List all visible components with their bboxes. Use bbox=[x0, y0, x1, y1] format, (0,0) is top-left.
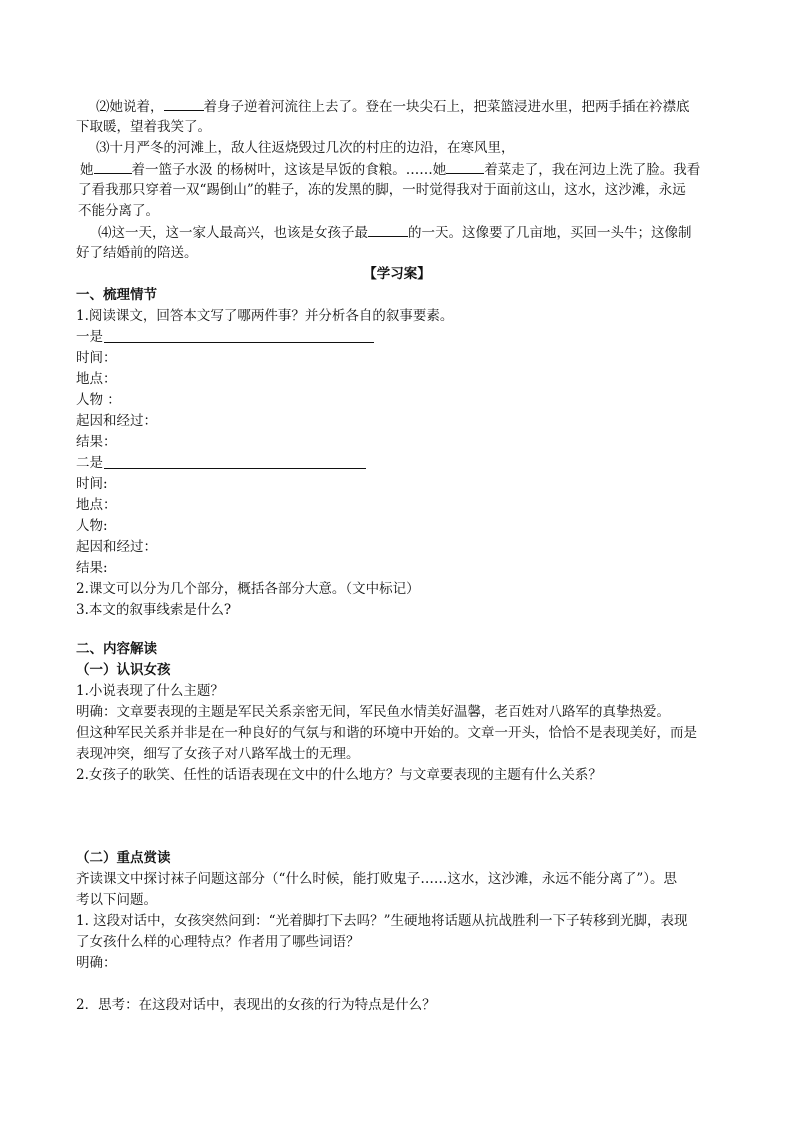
event1-time: 时间： bbox=[76, 350, 117, 366]
event2-label: 二是 bbox=[76, 455, 103, 471]
text: ⑷这一天，这一家人最高兴，也该是女孩子最 bbox=[98, 225, 368, 241]
dialogue-question-line2: 了女孩什么样的心理特点？作者用了哪些词语？ bbox=[76, 934, 360, 950]
exercise-item-2-line2: 下取暖，望着我笑了。 bbox=[76, 119, 211, 135]
exercise-item-3-line1: ⑶十月严冬的河滩上，敌人往返烧毁过几次的村庄的边沿，在寒风里， bbox=[96, 140, 515, 156]
fill-blank[interactable] bbox=[164, 96, 204, 111]
fill-blank[interactable] bbox=[446, 159, 484, 174]
exercise-item-4-line2: 好了结婚前的陪送。 bbox=[76, 245, 198, 261]
theme-answer-line2: 但这种军民关系并非是在一种良好的气氛与和谐的环境中开始的。文章一开头，恰恰不是表现美好，而是 bbox=[76, 725, 697, 741]
heading-content: 二、内容解读 bbox=[76, 641, 157, 657]
event1-answer-line[interactable] bbox=[104, 342, 374, 343]
event1-place: 地点： bbox=[76, 371, 117, 387]
text: 着一篮子水汲 的杨树叶，这该是早饭的食粮。……她 bbox=[131, 162, 447, 178]
theme-answer-line3: 表现冲突，细写了女孩子对八路军战士的无理。 bbox=[76, 746, 360, 762]
reading-prompt-line1: 齐读课文中探讨袜子问题这部分（“什么时候，能打败鬼子……这水，这沙滩，永远不能分离了”）。思 bbox=[76, 871, 678, 887]
event2-time: 时间: bbox=[76, 476, 108, 492]
fill-blank[interactable] bbox=[94, 159, 132, 174]
text: 的一天。这像要了几亩地，买回一头牛；这像制 bbox=[408, 225, 692, 241]
section-title: 【学习案】 bbox=[363, 266, 431, 282]
subheading-key-reading: （二）重点赏读 bbox=[76, 850, 171, 866]
event2-place: 地点： bbox=[76, 497, 117, 513]
text: 她 bbox=[80, 162, 94, 178]
text: 着菜走了，我在河边上洗了脸。我看 bbox=[484, 162, 701, 178]
reading-prompt-line2: 考以下问题。 bbox=[76, 892, 157, 908]
event2-cause: 起因和经过： bbox=[76, 539, 157, 555]
theme-question: 1.小说表现了什么主题？ bbox=[76, 683, 224, 699]
heading-plot: 一、梳理情节 bbox=[76, 287, 157, 303]
event1-cause: 起因和经过： bbox=[76, 413, 157, 429]
exercise-item-4-line1 bbox=[98, 222, 692, 243]
event1-label: 一是 bbox=[76, 329, 103, 345]
exercise-item-3-line4: 不能分离了。 bbox=[78, 203, 159, 219]
question-1: 1.阅读课文，回答本文写了哪两件事？并分析各自的叙事要素。 bbox=[76, 308, 454, 324]
subheading-know-girl: （一）认识女孩 bbox=[76, 662, 171, 678]
exercise-item-3-line2 bbox=[80, 159, 700, 180]
dialogue-question-line1: 1. 这段对话中，女孩突然问到：“光着脚打下去吗？”生硬地将话题从抗战胜利一下子转移到光脚，表现 bbox=[76, 913, 688, 929]
girl-words-question: 2.女孩子的耿笑、任性的话语表现在文中的什么地方？与文章要表现的主题有什么关系？ bbox=[76, 767, 602, 783]
exercise-item-2-line1 bbox=[96, 96, 690, 117]
text: 着身子逆着河流往上去了。登在一块尖石上，把菜篮浸进水里，把两手插在衿襟底 bbox=[203, 99, 690, 115]
question-2: 2.课文可以分为几个部分，概括各部分大意。（文中标记） bbox=[76, 581, 420, 597]
fill-blank[interactable] bbox=[368, 222, 408, 237]
event1-result: 结果： bbox=[76, 434, 117, 450]
theme-answer-line1: 明确：文章要表现的主题是军民关系亲密无间，军民鱼水情美好温馨，老百姓对八路军的真挚热爱。 bbox=[76, 704, 670, 720]
question-3: 3.本文的叙事线索是什么? bbox=[76, 602, 232, 618]
behavior-question: 2．思考：在这段对话中，表现出的女孩的行为特点是什么？ bbox=[76, 997, 436, 1013]
dialogue-answer-label: 明确： bbox=[76, 955, 117, 971]
event2-result: 结果: bbox=[76, 560, 108, 576]
exercise-item-3-line3: 了看我那只穿着一双“踢倒山”的鞋子，冻的发黑的脚，一时觉得我对于面前这山，这水，这沙滩，永远 bbox=[78, 182, 686, 198]
event1-people: 人物 ： bbox=[76, 392, 121, 408]
text: ⑵她说着， bbox=[96, 99, 164, 115]
event2-answer-line[interactable] bbox=[104, 468, 366, 469]
event2-people: 人物: bbox=[76, 518, 108, 534]
